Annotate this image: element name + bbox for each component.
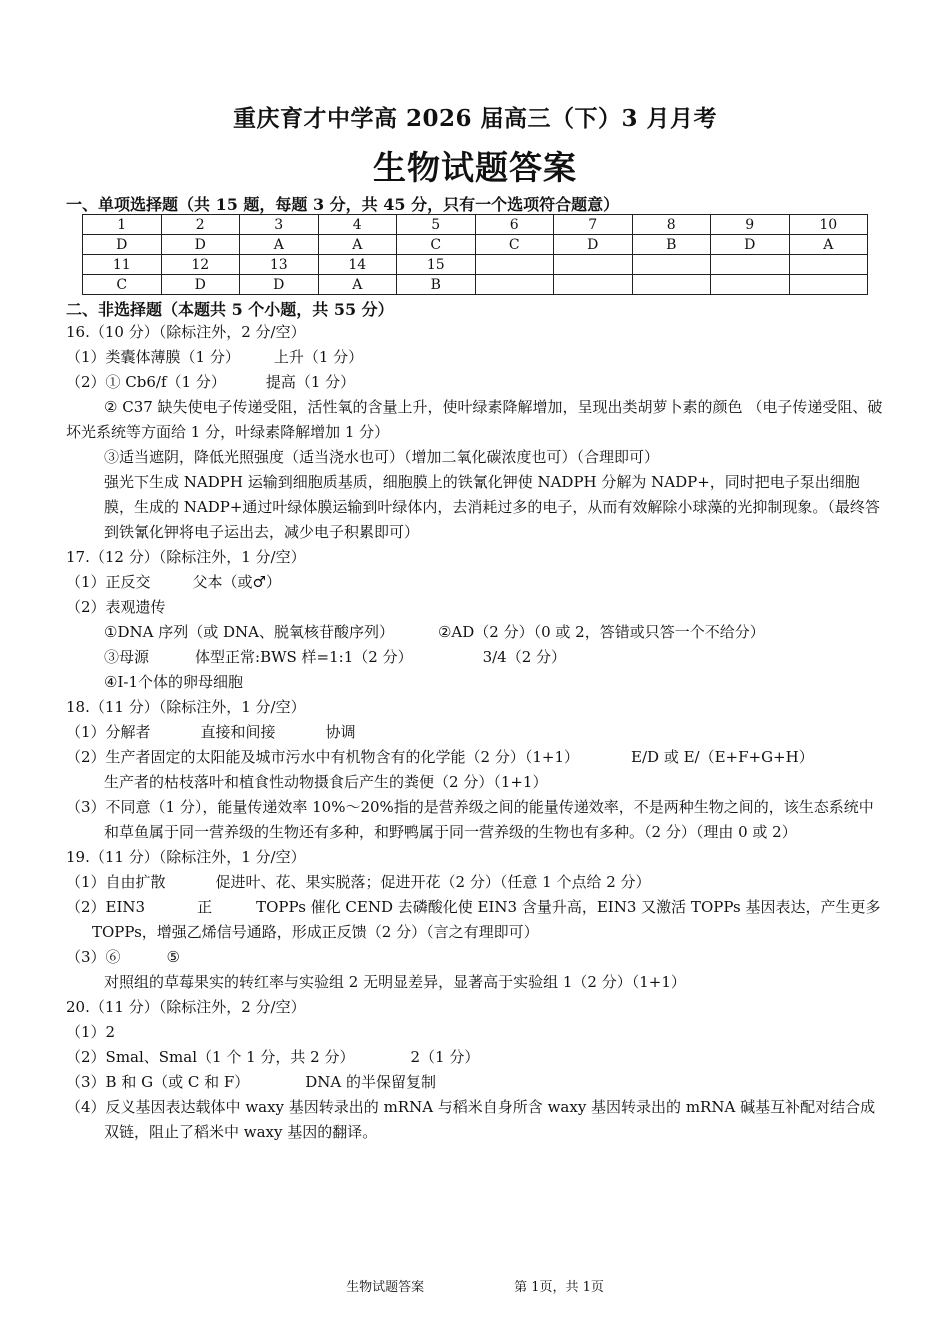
q17-answer-1b: 父本（或♂） bbox=[192, 573, 281, 591]
q16-answer-1a: （1）类囊体薄膜（1 分） bbox=[66, 348, 240, 366]
page-title: 重庆育才中学高 2026 届高三（下）3 月月考 bbox=[232, 105, 718, 132]
q17-answer-4 bbox=[66, 645, 886, 670]
answer-key-cell: D bbox=[711, 235, 790, 255]
answer-key-cell: B bbox=[632, 235, 711, 255]
q16-heading: 16.（10 分）（除标注外，2 分/空） bbox=[66, 323, 306, 341]
answer-key-cell bbox=[475, 275, 554, 295]
q16-answer-2b: 提高（1 分） bbox=[265, 373, 356, 391]
q17-answer-1a: （1）正反交 bbox=[66, 573, 151, 591]
q19-answer-2b: 正 bbox=[197, 898, 213, 916]
page-subtitle: 生物试题答案 bbox=[373, 148, 577, 187]
question-number-cell bbox=[789, 255, 868, 275]
answer-key-cell: C bbox=[83, 275, 162, 295]
answer-key-cell bbox=[554, 275, 633, 295]
q17-answer-2: （2）表观遗传 bbox=[66, 598, 166, 616]
question-number-cell: 9 bbox=[711, 215, 790, 235]
q16-answer-1b: 上升（1 分） bbox=[273, 348, 364, 366]
question-number-cell bbox=[554, 255, 633, 275]
q20-answer-3b: DNA 的半保留复制 bbox=[305, 1073, 437, 1091]
q20-answer-3 bbox=[66, 1070, 886, 1095]
q17-answer-1 bbox=[66, 570, 886, 595]
answers-body bbox=[66, 320, 886, 1145]
q19-answer-2c: TOPPs 催化 CEND 去磷酸化使 EIN3 含量升高，EIN3 又激活 TOPPs 基因表达，产生更多 TOPPs，增强乙烯信号通路，形成正反馈（2 分）（言之有理即可） bbox=[92, 898, 881, 941]
question-number-cell: 11 bbox=[83, 255, 162, 275]
question-number-cell: 10 bbox=[789, 215, 868, 235]
q16-answer-2a: （2）① Cb6/f（1 分） bbox=[66, 373, 226, 391]
q18-answer-1c: 协调 bbox=[325, 723, 356, 741]
q20-answer-4: （4）反义基因表达载体中 waxy 基因转录出的 mRNA 与稻米自身所含 waxy 基因转录出的 mRNA 碱基互补配对结合成双链，阻止了稻米中 waxy 基因的翻译。 bbox=[66, 1098, 876, 1141]
q20-answer-2a: （2）Smal、Smal（1 个 1 分，共 2 分） bbox=[66, 1048, 355, 1066]
q17-answer-3b: ②AD（2 分）（0 或 2，答错或只答一个不给分） bbox=[437, 623, 765, 641]
question-number-cell: 5 bbox=[397, 215, 476, 235]
q18-answer-1a: （1）分解者 bbox=[66, 723, 151, 741]
q20-answer-3a: （3）B 和 G（或 C 和 F） bbox=[66, 1073, 250, 1091]
question-number-cell: 8 bbox=[632, 215, 711, 235]
q16-answer-2 bbox=[66, 370, 886, 395]
q19-answer-1a: （1）自由扩散 bbox=[66, 873, 166, 891]
q16-answer-3: ② C37 缺失使电子传递受阻，活性氧的含量上升，使叶绿素降解增加，呈现出类胡萝卜素的颜色 （电子传递受阻、破坏光系统等方面给 1 分，叶绿素降解增加 1 分） bbox=[66, 398, 883, 441]
answer-key-cell bbox=[789, 275, 868, 295]
q18-answer-2 bbox=[66, 745, 886, 770]
section-2-heading: 二、非选择题（本题共 5 个小题，共 55 分） bbox=[66, 300, 394, 319]
q18-answer-1 bbox=[66, 720, 886, 745]
answer-key-cell: A bbox=[240, 235, 319, 255]
question-number-cell bbox=[632, 255, 711, 275]
question-number-cell bbox=[711, 255, 790, 275]
q19-answer-4: 对照组的草莓果实的转红率与实验组 2 无明显差异，显著高于实验组 1（2 分）（1+1） bbox=[104, 973, 686, 991]
answer-key-cell: D bbox=[240, 275, 319, 295]
q18-answer-2b: E/D 或 E/（E+F+G+H） bbox=[631, 748, 814, 766]
answer-key-cell: B bbox=[397, 275, 476, 295]
question-number-cell: 4 bbox=[318, 215, 397, 235]
q19-answer-2 bbox=[66, 895, 886, 945]
page-footer bbox=[0, 1276, 950, 1295]
q20-answer-2b: 2（1 分） bbox=[410, 1048, 480, 1066]
question-number-cell: 12 bbox=[161, 255, 240, 275]
answer-key-cell: C bbox=[475, 235, 554, 255]
q19-answer-1 bbox=[66, 870, 886, 895]
q17-answer-4a: ③母源 bbox=[104, 648, 150, 666]
q17-heading: 17.（12 分）（除标注外，1 分/空） bbox=[66, 548, 306, 566]
question-number-row bbox=[83, 215, 868, 235]
q17-answer-4b: 体型正常:BWS 样=1:1（2 分） bbox=[195, 648, 413, 666]
section-1-heading: 一、单项选择题（共 15 题，每题 3 分，共 45 分，只有一个选项符合题意） bbox=[66, 195, 620, 214]
answer-key-row bbox=[83, 275, 868, 295]
q18-answer-1b: 直接和间接 bbox=[200, 723, 276, 741]
question-number-cell: 3 bbox=[240, 215, 319, 235]
question-number-cell: 2 bbox=[161, 215, 240, 235]
footer-right: 第 1页，共 1页 bbox=[514, 1280, 604, 1295]
answer-table bbox=[82, 214, 868, 295]
q20-answer-1: （1）2 bbox=[66, 1023, 116, 1041]
question-number-row bbox=[83, 255, 868, 275]
footer-left: 生物试题答案 bbox=[346, 1280, 425, 1295]
answer-key-cell bbox=[711, 275, 790, 295]
q17-answer-3a: ①DNA 序列（或 DNA、脱氧核苷酸序列） bbox=[104, 623, 394, 641]
q16-answer-1 bbox=[66, 345, 886, 370]
question-number-cell: 1 bbox=[83, 215, 162, 235]
question-number-cell: 6 bbox=[475, 215, 554, 235]
answer-key-cell: D bbox=[161, 275, 240, 295]
q19-answer-3b: ⑤ bbox=[166, 948, 180, 966]
answer-key-cell: D bbox=[554, 235, 633, 255]
q18-answer-2a: （2）生产者固定的太阳能及城市污水中有机物含有的化学能（2 分）（1+1） bbox=[66, 748, 580, 766]
answer-key-cell: D bbox=[83, 235, 162, 255]
q18-answer-4: （3）不同意（1 分），能量传递效率 10%～20%指的是营养级之间的能量传递效率，不是两种生物之间的，该生态系统中和草鱼属于同一营养级的生物还有多种，和野鸭属于同一营养级的生物也有多种。（2 分）（理由 0 或 2） bbox=[66, 798, 874, 841]
answer-key-cell: D bbox=[161, 235, 240, 255]
q16-answer-5: 强光下生成 NADPH 运输到细胞质基质，细胞膜上的铁氰化钾使 NADPH 分解为 NADP+，同时把电子泵出细胞膜，生成的 NADP+通过叶绿体膜运输到叶绿体内，去消耗过多的电子，从而有效解除小球藻的光抑制现象。（最终答到铁氰化钾将电子运出去，减少电子积累即可） bbox=[104, 473, 880, 541]
question-number-cell bbox=[475, 255, 554, 275]
q20-heading: 20.（11 分）（除标注外，2 分/空） bbox=[66, 998, 306, 1016]
q20-answer-2 bbox=[66, 1045, 886, 1070]
question-number-cell: 14 bbox=[318, 255, 397, 275]
q17-answer-4c: 3/4（2 分） bbox=[482, 648, 567, 666]
q18-answer-3: 生产者的枯枝落叶和植食性动物摄食后产生的粪便（2 分）（1+1） bbox=[104, 773, 548, 791]
answer-key-cell: C bbox=[397, 235, 476, 255]
q17-answer-3 bbox=[66, 620, 886, 645]
question-number-cell: 7 bbox=[554, 215, 633, 235]
q19-answer-1b: 促进叶、花、果实脱落；促进开花（2 分）（任意 1 个点给 2 分） bbox=[215, 873, 651, 891]
q19-answer-3 bbox=[66, 945, 886, 970]
answer-key-cell: A bbox=[318, 235, 397, 255]
answer-key-cell bbox=[632, 275, 711, 295]
question-number-cell: 13 bbox=[240, 255, 319, 275]
question-number-cell: 15 bbox=[397, 255, 476, 275]
q19-heading: 19.（11 分）（除标注外，1 分/空） bbox=[66, 848, 306, 866]
q19-answer-3a: （3）⑥ bbox=[66, 948, 121, 966]
q19-answer-2a: （2）EIN3 bbox=[66, 898, 146, 916]
q17-answer-5: ④I-1个体的卵母细胞 bbox=[104, 673, 243, 691]
q18-heading: 18.（11 分）（除标注外，1 分/空） bbox=[66, 698, 306, 716]
answer-key-cell: A bbox=[318, 275, 397, 295]
answer-key-cell: A bbox=[789, 235, 868, 255]
answer-key-row bbox=[83, 235, 868, 255]
q16-answer-4: ③适当遮阴，降低光照强度（适当浇水也可）（增加二氧化碳浓度也可）（合理即可） bbox=[104, 448, 660, 466]
